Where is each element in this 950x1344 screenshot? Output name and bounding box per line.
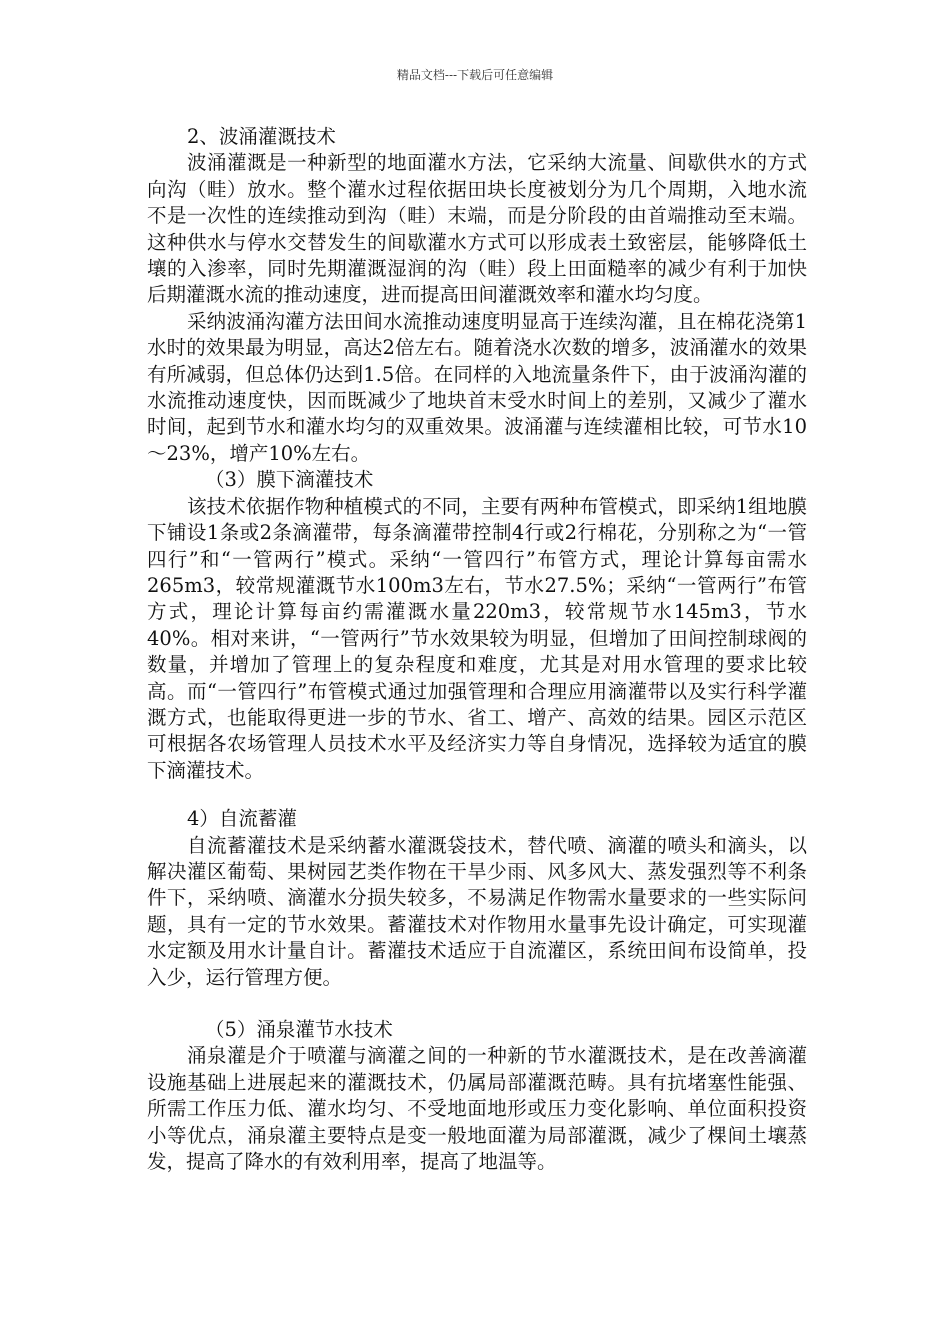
section-4-title: 4）自流蓄灌 bbox=[187, 807, 297, 831]
section-2-paragraph-1: 波涌灌溉是一种新型的地面灌水方法，它采纳大流量、间歇供水的方式向沟（畦）放水。整个灌水过程依据田块长度被划分为几个周期，入地水流不是一次性的连续推动到沟（畦）末端，而是分阶段的由首端推动至末端。这种供水与停水交替发生的间歇灌水方式可以形成表土致密层，能够降低土壤的入渗率，同时先期灌溉湿润的沟（畦）段上田面糙率的减少有利于加快后期灌溉水流的推动速度，进而提高田间灌溉效率和灌水均匀度。 bbox=[147, 151, 807, 307]
section-5-paragraph-1: 涌泉灌是介于喷灌与滴灌之间的一种新的节水灌溉技术，是在改善滴灌设施基础上进展起来的灌溉技术，仍属局部灌溉范畴。具有抗堵塞性能强、所需工作压力低、灌水均匀、不受地面地形或压力变化影响、单位面积投资小等优点，涌泉灌主要特点是变一般地面灌为局部灌溉，减少了棵间土壤蒸发，提高了降水的有效利用率，提高了地温等。 bbox=[147, 1044, 807, 1174]
section-5-title: （5）涌泉灌节水技术 bbox=[205, 1018, 393, 1041]
section-2-title: 2、波涌灌溉技术 bbox=[187, 125, 336, 148]
document-body bbox=[147, 124, 807, 1175]
section-3-paragraph-1: 该技术依据作物种植模式的不同，主要有两种布管模式，即采纳1组地膜下铺设1条或2条滴灌带，每条滴灌带控制4行或2行棉花，分别称之为“一管四行”和“一管两行”模式。采纳“一管四行”布管方式，理论计算每亩需水265m3，较常规灌溉节水100m3左右，节水27.5%；采纳“一管两行”布管方式，理论计算每亩约需灌溉水量220m3，较常规节水145m3，节水40%。相对来讲，“一管两行”节水效果较为明显，但增加了田间控制球阀的数量，并增加了管理上的复杂程度和难度，尤其是对用水管理的要求比较高。而“一管四行”布管模式通过加强管理和合理应用滴灌带以及实行科学灌溉方式，也能取得更进一步的节水、省工、增产、高效的结果。园区示范区可根据各农场管理人员技术水平及经济实力等自身情况，选择较为适宜的膜下滴灌技术。 bbox=[147, 494, 807, 782]
section-4-paragraph-1: 自流蓄灌技术是采纳蓄水灌溉袋技术，替代喷、滴灌的喷头和滴头，以解决灌区葡萄、果树园艺类作物在干旱少雨、风多风大、蒸发强烈等不利条件下，采纳喷、滴灌水分损失较多，不易满足作物需水量要求的一些实际问题，具有一定的节水效果。蓄灌技术对作物用水量事先设计确定，可实现灌水定额及用水计量自计。蓄灌技术适应于自流灌区，系统田间布设简单，投入少，运行管理方便。 bbox=[147, 833, 807, 989]
section-2-paragraph-2: 采纳波涌沟灌方法田间水流推动速度明显高于连续沟灌，且在棉花浇第1水时的效果最为明显，高达2倍左右。随着浇水次数的增多，波涌灌水的效果有所减弱，但总体仍达到1.5倍。在同样的入地流量条件下，由于波涌沟灌的水流推动速度快，因而既减少了地块首末受水时间上的差别，又减少了灌水时间，起到节水和灌水均匀的双重效果。波涌灌与连续灌相比较，可节水10～23%，增产10%左右。 bbox=[147, 309, 807, 465]
section-3-title: （3）膜下滴灌技术 bbox=[205, 468, 374, 492]
page-header: 精品文档---下载后可任意编辑 bbox=[396, 68, 554, 82]
